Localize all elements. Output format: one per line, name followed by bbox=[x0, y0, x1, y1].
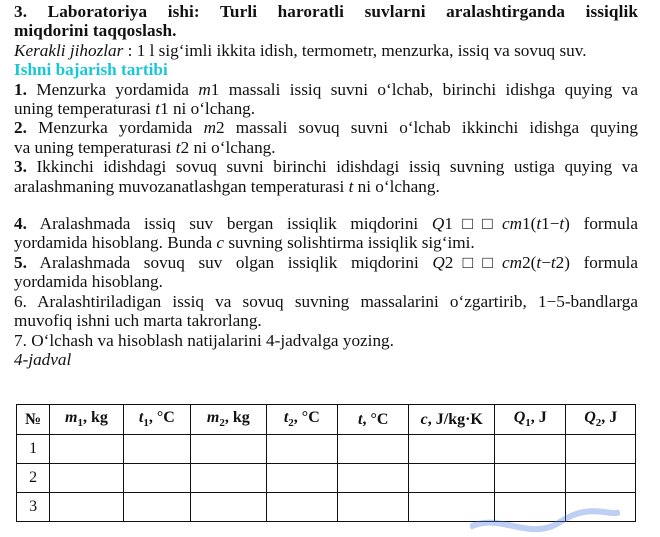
cell-t[interactable] bbox=[338, 464, 409, 493]
cell-q2[interactable] bbox=[566, 435, 636, 464]
row-number: 2 bbox=[17, 464, 50, 493]
row-number: 3 bbox=[17, 493, 50, 522]
cell-t2[interactable] bbox=[266, 435, 337, 464]
decorative-wave-icon bbox=[470, 507, 620, 537]
step-1-text: Menzurka yordamida m1 massali issiq suvni o‘lchab, birinchi idishga quying va bbox=[36, 79, 639, 99]
equipment-text: : 1 l sig‘imli ikkita idish, termometr, menzurka, issiq va sovuq suv. bbox=[123, 40, 587, 60]
cell-t1[interactable] bbox=[123, 435, 190, 464]
cell-t1[interactable] bbox=[123, 464, 190, 493]
cell-t2[interactable] bbox=[266, 493, 337, 522]
row-number: 1 bbox=[17, 435, 50, 464]
col-c: c, J/kg·K bbox=[409, 405, 495, 435]
cell-q1[interactable] bbox=[495, 435, 566, 464]
cell-t2[interactable] bbox=[266, 464, 337, 493]
table-row bbox=[17, 435, 636, 464]
col-number: № bbox=[17, 405, 50, 435]
col-q2: $Q_2$, J bbox=[566, 405, 636, 435]
table-row bbox=[17, 464, 636, 493]
table-caption: 4-jadval bbox=[14, 349, 72, 369]
step-6: 6. Aralashtiriladigan issiq va sovuq suvning massalarini o‘zgartirib, 1−5-bandlarga muvofiq ishni uch marta takrorlang. bbox=[14, 291, 638, 331]
col-m2: $m_2$, kg bbox=[191, 405, 266, 435]
cell-m2[interactable] bbox=[191, 493, 266, 522]
section-heading: Ishni bajarish tartibi bbox=[14, 60, 168, 80]
step-4: 4. Aralashmada issiq suv bergan issiqlik miqdorini Q1□□cm1(t1−t) formula yordamida hisoblang. Bunda c suvning solishtirma issiqlik sig‘imi. bbox=[14, 214, 639, 253]
cell-t[interactable] bbox=[338, 435, 409, 464]
cell-m2[interactable] bbox=[191, 435, 266, 464]
col-m1: $m_1$, kg bbox=[50, 405, 123, 435]
step-3: 3. Ikkinchi idishdagi sovuq suvni birinchi idishdagi issiq suvning ustiga quying va aralashmaning muvozanatlashgan temperaturasi t ni o‘lchang. bbox=[14, 157, 638, 196]
col-q1: $Q_1$, J bbox=[495, 405, 566, 435]
col-t1: $t_1$, °C bbox=[123, 405, 190, 435]
step-7: 7. O‘lchash va hisoblash natijalarini 4-jadvalga yozing. bbox=[14, 330, 394, 350]
cell-c[interactable] bbox=[409, 464, 495, 493]
equipment-label: Kerakli jihozlar bbox=[14, 40, 124, 60]
cell-c[interactable] bbox=[409, 435, 495, 464]
step-1: 1. Menzurka yordamida m1 massali issiq suvni o‘lchab, birinchi idishga quying va uning temperaturasi t1 ni o‘lchang. bbox=[14, 79, 639, 119]
cell-m2[interactable] bbox=[191, 464, 266, 493]
cell-t[interactable] bbox=[338, 493, 409, 522]
title-line-2: miqdorini taqqoslash. bbox=[14, 21, 177, 41]
cell-m1[interactable] bbox=[50, 493, 123, 522]
step-5: 5. Aralashmada sovuq suv olgan issiqlik miqdorini Q2□□cm2(t−t2) formula yordamida hisoblang. bbox=[14, 252, 638, 292]
title-line-1: 3. Laboratoriya ishi: Turli haroratli suvlarni aralashtirganda issiqlik bbox=[14, 2, 638, 21]
cell-t1[interactable] bbox=[123, 493, 190, 522]
cell-m1[interactable] bbox=[50, 435, 123, 464]
col-t2: $t_2$, °C bbox=[266, 405, 337, 435]
lab-title bbox=[14, 2, 638, 41]
step-2: 2. Menzurka yordamida m2 massali sovuq suvni o‘lchab ikkinchi idishga quying va uning temperaturasi t2 ni o‘lchang. bbox=[14, 118, 638, 157]
lab-document bbox=[14, 0, 638, 369]
col-t: t, °C bbox=[338, 405, 409, 435]
table-header-row bbox=[17, 405, 636, 435]
cell-m1[interactable] bbox=[50, 464, 123, 493]
cell-q2[interactable] bbox=[566, 464, 636, 493]
results-table bbox=[16, 404, 636, 522]
equipment-line bbox=[14, 41, 638, 60]
cell-q1[interactable] bbox=[495, 464, 566, 493]
